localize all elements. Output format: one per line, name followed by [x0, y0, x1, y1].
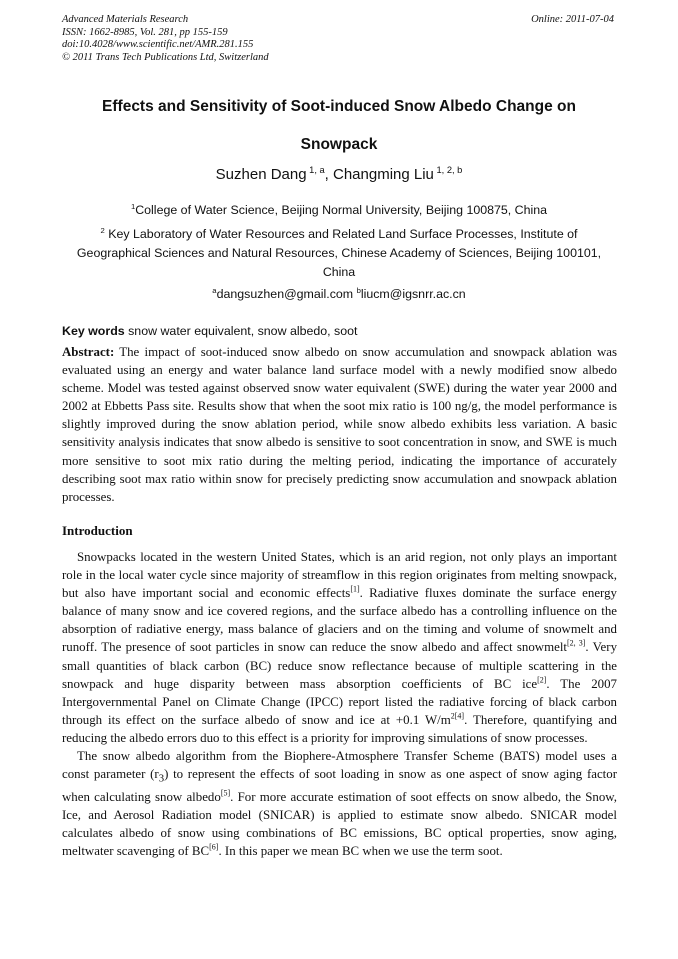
email-marker: a: [212, 285, 217, 295]
doi-line: doi:10.4028/www.scientific.net/AMR.281.155: [62, 39, 254, 50]
citation: [6]: [209, 842, 219, 852]
affiliation-2: [62, 225, 616, 282]
citation: [5]: [220, 788, 231, 798]
affiliation-text: College of Water Science, Beijing Normal University, Beijing 100875, China: [135, 203, 548, 217]
paragraph-text: . Very small quantities of black carbon (BC) reduce snow reflectance because of multiple scattering in the snowpack and huge disparity between mass absorption coefficients of BC ice: [62, 640, 618, 691]
email-marker: b: [356, 285, 361, 295]
abstract-label: Abstract:: [62, 345, 115, 359]
paragraph-text: . The 2007 Intergovernmental Panel on Climate Change (IPCC) report listed the radiative forcing of black carbon through its effect on the surface albedo of snow and ice at +0.1 W/m: [62, 676, 617, 727]
author-name: Suzhen Dang: [215, 166, 307, 183]
affiliation-marker: 2: [100, 225, 105, 235]
subscript: 3: [158, 772, 165, 785]
paragraph-text: . For more accurate estimation of soot effects on snow albedo, the Snow, Ice, and Aerosol Radiation model (SNICAR) is applied to estimate snow albedo. SNICAR model calculates albedo of snow using combinations of BC emissions, BC optical properties, snow aging, meltwater scavenging of BC: [62, 789, 618, 859]
email-address: dangsuzhen@gmail.com: [216, 287, 357, 301]
keywords-text: snow water equivalent, snow albedo, soot: [124, 324, 358, 338]
author-affiliation-marker: 1, a: [306, 165, 325, 175]
keywords: [62, 324, 618, 338]
journal-name: Advanced Materials Research: [62, 14, 189, 25]
paragraph-text: . Therefore, quantifying and reducing the albedo errors duo to this effect is a priority for improving simulations of snow processes.: [62, 712, 617, 745]
unit-exponent-citation: 2[4]: [450, 711, 465, 721]
paragraph-text: The snow albedo algorithm from the Biophere-Atmosphere Transfer Scheme (BATS) model uses a const parameter (r: [62, 749, 617, 782]
affiliation-text: Key Laboratory of Water Resources and Related Land Surface Processes, Institute of Geographical Sciences and Natural Resources, Chinese Academy of Sciences, Beijing 100101, China: [76, 227, 602, 279]
introduction-body: [62, 548, 617, 860]
title-line-2: Snowpack: [300, 136, 378, 153]
paragraph: [62, 747, 617, 860]
copyright-line: © 2011 Trans Tech Publications Ltd, Switzerland: [62, 51, 269, 63]
citation: [2, 3]: [567, 639, 586, 649]
title-line-1: Effects and Sensitivity of Soot-induced Snow Albedo Change on: [102, 98, 576, 115]
keywords-label: Key words: [62, 324, 125, 338]
paragraph-text: Snowpacks located in the western United States, which is an arid region, not only plays an important role in the local water cycle since majority of streamflow in this region originates from melting snowpack, but also have important social and economic effects: [62, 550, 617, 601]
paragraph: [62, 548, 617, 747]
paper-title: [40, 88, 638, 164]
abstract: [62, 343, 617, 506]
paragraph-text: . Radiative fluxes dominate the surface energy balance of many snow and ice covered regions, and the surface albedo has a controlling influence on the absorption of radiative energy, mass balance of glaciers and on the timing and volume of snowmelt and runoff. The presence of soot particles in snow can reduce the snow albedo and affect snowmelt: [62, 586, 618, 655]
author-emails: [62, 285, 616, 304]
affiliation-1: [62, 201, 616, 220]
online-date: Online: 2011-07-04: [531, 14, 614, 25]
author-name: Changming Liu: [333, 166, 434, 183]
author-list: [40, 166, 638, 183]
issn-line: ISSN: 1662-8985, Vol. 281, pp 155-159: [62, 26, 228, 38]
email-address: liucm@igsnrr.ac.cn: [360, 287, 466, 301]
citation: [2]: [537, 675, 547, 685]
section-heading-introduction: Introduction: [62, 523, 133, 538]
abstract-text: The impact of soot-induced snow albedo on snow accumulation and snowpack ablation was evaluated using an energy and water balance land surface model with a newly modified snow albedo scheme. Model was tested against observed snow water equivalent (SWE) during the water year 2000 and 2002 at Ebbetts Pass site. Results show that when the soot mix ratio is 100 ng/g, the model performance is slightly improved during the snow ablation period, while snow albedo exhibits less variation. A basic sensitivity analysis indicates that snow albedo is sensitive to soot concentration in snow, and SWE is much more sensitive to soot mix ratio during the melting period, indicating the importance of accurately describing soot max ratio within snow for precisely predicting snow accumulation and snowpack ablation processes.: [62, 345, 617, 504]
paragraph-text: . In this paper we mean BC when we use the term soot.: [218, 844, 503, 859]
author-separator: ,: [324, 166, 333, 183]
affiliation-marker: 1: [130, 201, 136, 211]
citation: [1]: [350, 584, 360, 594]
author-affiliation-marker: 1, 2, b: [433, 165, 463, 175]
journal-header: [62, 14, 618, 64]
paragraph-text: ) to represent the effects of soot loading in snow as one aspect of snow aging factor when calculating snow albedo: [62, 767, 618, 804]
